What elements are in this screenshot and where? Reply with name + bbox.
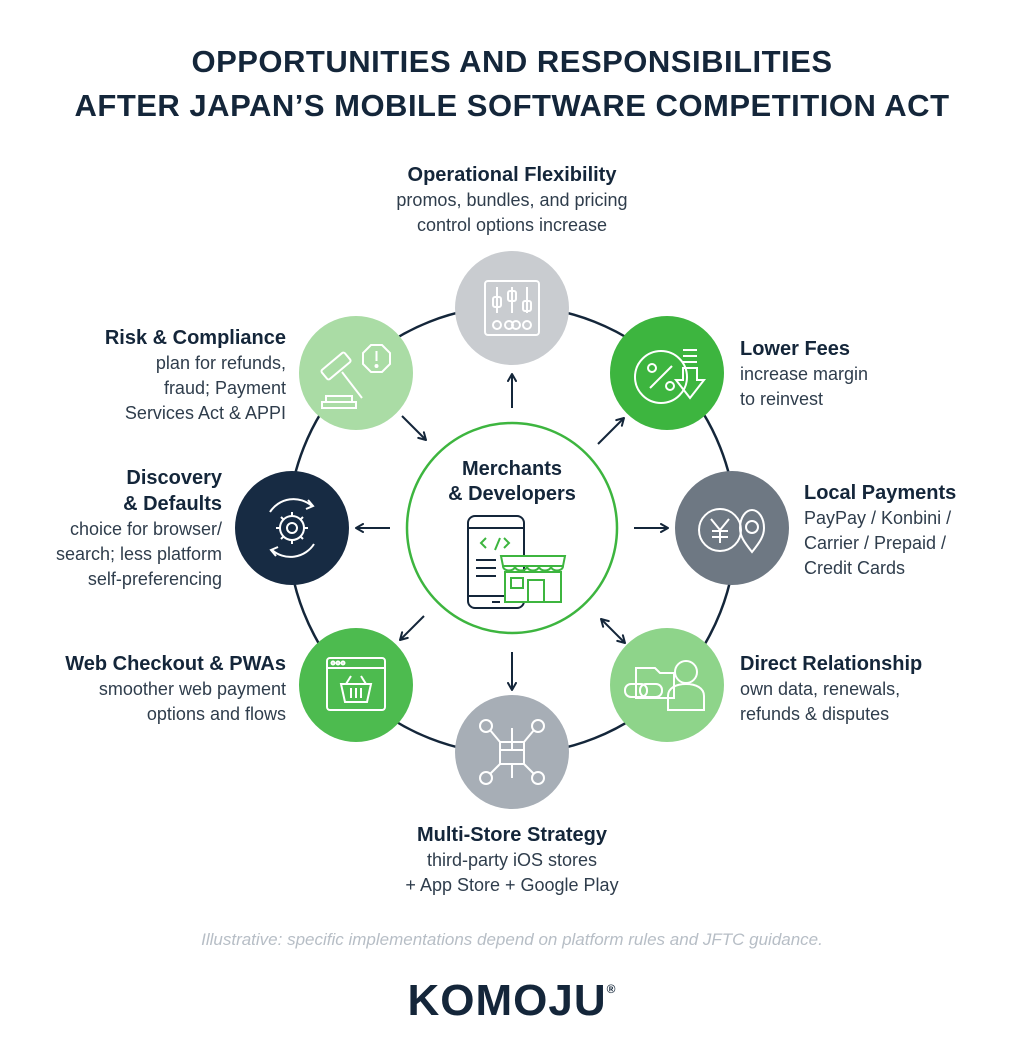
label-line: third-party iOS stores xyxy=(426,850,598,870)
label-title: Risk & Compliance xyxy=(104,327,286,349)
node-lower-fees xyxy=(610,316,724,430)
label-risk-compliance xyxy=(40,325,286,426)
label-line: promos, bundles, and pricing xyxy=(396,190,628,210)
label-line: Services Act & APPI xyxy=(124,403,286,423)
label-web-checkout xyxy=(14,651,286,727)
node-risk-compliance xyxy=(299,316,413,430)
node-direct-relationship xyxy=(610,628,724,742)
page-title-line-2: AFTER JAPAN’S MOBILE SOFTWARE COMPETITION ACT xyxy=(74,88,950,123)
label-line: Carrier / Prepaid / xyxy=(804,533,947,553)
label-line: + App Store + Google Play xyxy=(405,875,619,895)
label-line: search; less platform xyxy=(55,544,222,564)
arrow-to-web xyxy=(400,616,424,640)
label-line: PayPay / Konbini / xyxy=(804,508,952,528)
label-title-line-1: Discovery xyxy=(126,467,222,489)
label-title: Multi-Store Strategy xyxy=(416,824,608,846)
label-line: control options increase xyxy=(416,215,608,235)
label-title: Lower Fees xyxy=(740,338,851,360)
footnote: Illustrative: specific implementations depend on platform rules and JFTC guidance. xyxy=(201,930,823,949)
label-line: smoother web payment xyxy=(98,679,286,699)
page-title-line-1: OPPORTUNITIES AND RESPONSIBILITIES xyxy=(191,44,833,79)
label-line: refunds & disputes xyxy=(740,704,890,724)
label-line: options and flows xyxy=(146,704,286,724)
label-line: choice for browser/ xyxy=(69,519,222,539)
label-lower-fees xyxy=(740,336,1010,412)
center-label-line-2: & Developers xyxy=(448,483,576,505)
logo-text: KOMOJU xyxy=(407,976,607,1025)
label-line: to reinvest xyxy=(740,389,824,409)
node-operational-flexibility xyxy=(455,251,569,365)
label-discovery-defaults xyxy=(10,465,222,592)
arrow-to-fees xyxy=(598,418,624,444)
label-line: increase margin xyxy=(740,364,869,384)
arrow-from-risk xyxy=(402,416,426,440)
center-label-line-1: Merchants xyxy=(461,458,563,480)
node-multi-store-strategy xyxy=(455,695,569,809)
node-local-payments xyxy=(675,471,789,585)
node-discovery-defaults xyxy=(235,471,349,585)
label-title: Web Checkout & PWAs xyxy=(65,653,286,675)
arrow-direct-bidirectional xyxy=(601,619,625,643)
label-title-line-2: & Defaults xyxy=(123,493,222,515)
label-title: Local Payments xyxy=(804,482,957,504)
label-operational-flexibility xyxy=(312,162,712,238)
label-direct-relationship xyxy=(740,651,1010,727)
label-line: own data, renewals, xyxy=(740,679,901,699)
label-local-payments xyxy=(804,480,1019,581)
label-title: Operational Flexibility xyxy=(407,164,617,186)
label-line: fraud; Payment xyxy=(163,378,286,398)
label-title: Direct Relationship xyxy=(740,653,923,675)
node-web-checkout xyxy=(299,628,413,742)
label-line: self-preferencing xyxy=(87,569,222,589)
center-label xyxy=(412,457,612,507)
label-multi-store-strategy xyxy=(312,822,712,898)
komoju-logo xyxy=(0,976,1024,1026)
label-line: Credit Cards xyxy=(804,558,906,578)
registered-mark: ® xyxy=(606,982,617,996)
label-line: plan for refunds, xyxy=(155,353,286,373)
